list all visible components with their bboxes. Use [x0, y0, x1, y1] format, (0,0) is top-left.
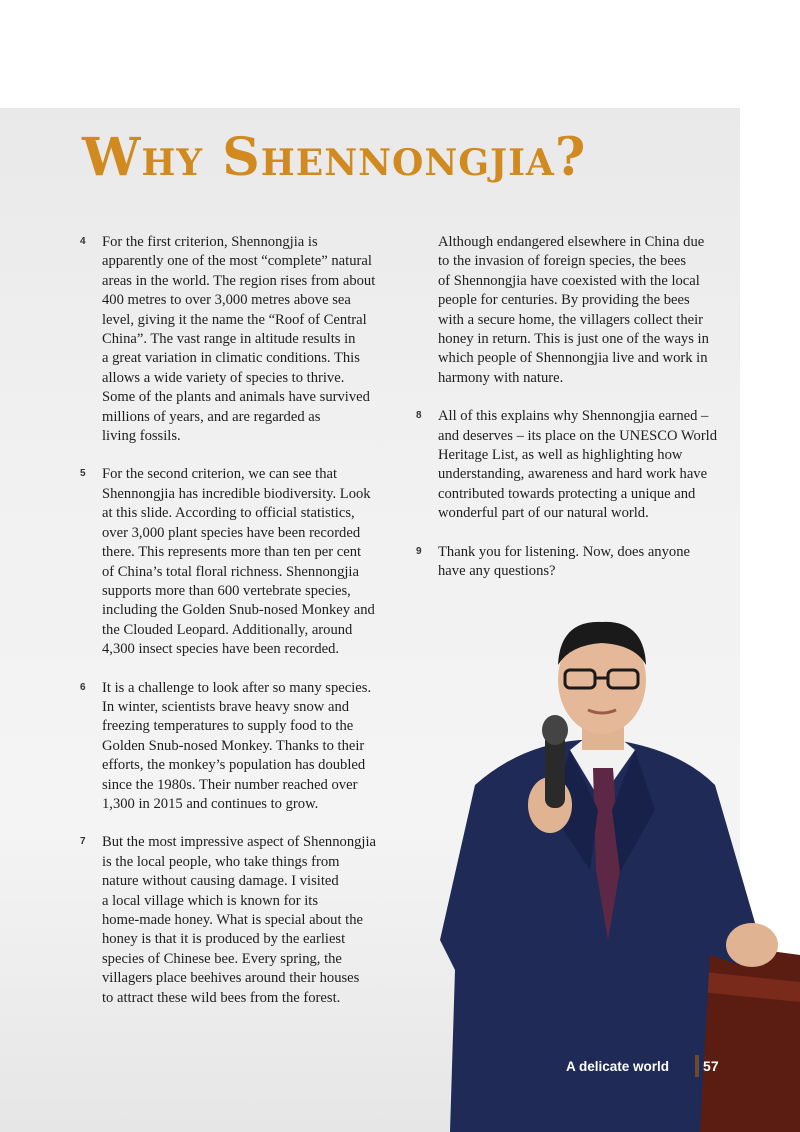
paragraph-text: It is a challenge to look after so many species. In winter, scientists brave heavy snow and freezing temperatures to supply food to the Golden Snub-nosed Monkey. Thanks to their efforts, the monkey’s population has doubled since the 1980s. Their number reached over 1,300 in 2015 and continues to grow. [102, 679, 372, 812]
page-number: 57 [703, 1058, 719, 1074]
section-title: A delicate world [566, 1058, 670, 1074]
paragraph-8 [416, 407, 736, 523]
paragraph-text: For the second criterion, we can see that Shennongjia has incredible biodiversity. Look at this slide. According to official statistics, over 3,000 plant species have been recorded there. This represents more than ten per cent of China’s total floral richness. Shennongjia supports more than 600 vertebrate species, including the Golden Snub-nosed Monkey and the Clouded Leopard. Additionally, around 4,300 insect species have been recorded. [102, 466, 375, 658]
paragraph-number: 4 [80, 236, 86, 247]
page-title: Why Shennongjia? [82, 127, 587, 188]
footer-divider [695, 1055, 699, 1077]
paragraph-7 [80, 833, 400, 1008]
paragraph-7-continued [416, 233, 736, 388]
paragraph-number: 7 [80, 836, 86, 848]
paragraph-number: 5 [80, 468, 86, 480]
paragraph-text: For the first criterion, Shennongjia is apparently one of the most “complete” natural areas in the world. The region rises from about 400 metres to over 3,000 metres above sea level, giving it the name the “Roof of Central China”. The vast range in altitude results in a great variation in climatic conditions. This allows a wide variety of species to thrive. Some of the plants and animals have survived millions of years, and are regarded as living fossils. [102, 234, 376, 445]
paragraph-number: 8 [416, 410, 422, 422]
paragraph-text: Thank you for listening. Now, does anyone have any questions? [438, 543, 690, 580]
paragraph-5 [80, 465, 400, 659]
page-footer [560, 1054, 800, 1078]
paragraph-4 [80, 233, 400, 446]
paragraph-text: All of this explains why Shennongjia earned – and deserves – its place on the UNESCO World Heritage List, as well as highlighting how understanding, awareness and hard work have contributed towards protecting a unique and wonderful part of our natural world. [438, 408, 718, 522]
left-column [80, 233, 400, 1027]
paragraph-6 [80, 679, 400, 815]
paragraph-number: 9 [416, 545, 422, 557]
paragraph-9 [416, 543, 736, 582]
paragraph-text: Although endangered elsewhere in China due to the invasion of foreign species, the bees of Shennongjia have coexisted with the local people for centuries. By providing the bees with a secure home, the villagers collect their honey in return. This is just one of the ways in which people of Shennongjia live and work in harmony with nature. [438, 234, 709, 386]
right-column [416, 233, 736, 601]
paragraph-text: But the most impressive aspect of Shennongjia is the local people, who take things from nature without causing damage. I visited a local village which is known for its home-made honey. What is special about the honey is that it is produced by the earliest species of Chinese bee. Every spring, the villagers place beehives around their houses to attract these wild bees from the forest. [102, 834, 376, 1006]
paragraph-number: 6 [80, 681, 86, 693]
